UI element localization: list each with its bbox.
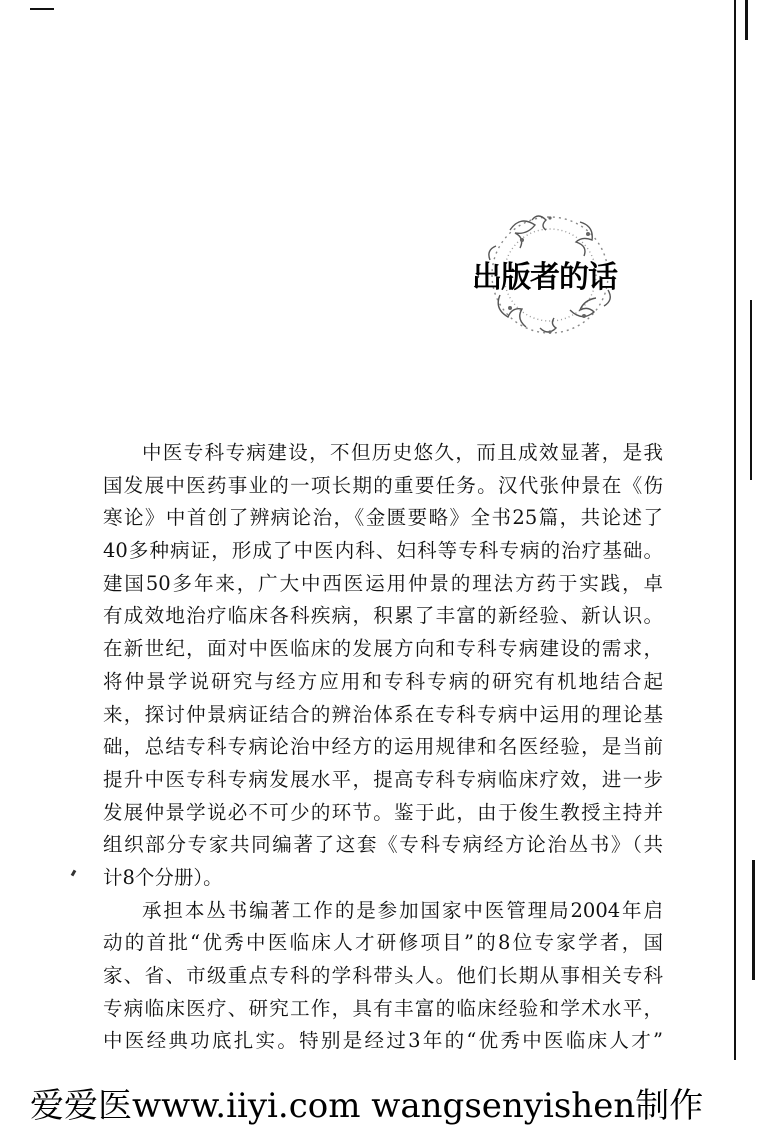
text-line: 专病临床医疗、研究工作，具有丰富的临床经验和学术水平，	[103, 996, 663, 1020]
text-line: 建国50多年来，广大中西医运用仲景的理法方药于实践，卓	[103, 571, 663, 595]
page-edge-mark	[750, 300, 752, 480]
page-edge-mark	[752, 860, 755, 980]
title-block	[470, 200, 630, 350]
body-text	[103, 437, 663, 1058]
watermark-text: 爱爱医www.iiyi.com wangsenyishen制作	[30, 1086, 704, 1126]
text-line: 在新世纪，面对中医临床的发展方向和专科专病建设的需求，	[103, 637, 663, 661]
text-line: 中医经典功底扎实。特别是经过3年的“优秀中医临床人才”	[103, 1029, 663, 1053]
text-line: 础，总结专科专病论治中经方的运用规律和名医经验，是当前	[103, 735, 663, 759]
text-line: 国发展中医药事业的一项长期的重要任务。汉代张仲景在《伤	[103, 473, 663, 497]
page-edge-mark	[745, 0, 748, 40]
text-line: 中医专科专病建设，不但历史悠久，而且成效显著，是我	[142, 441, 663, 464]
text-line: 来，探讨仲景病证结合的辨治体系在专科专病中运用的理论基	[103, 702, 663, 726]
page-edge-line	[734, 0, 736, 1060]
text-line: 发展仲景学说必不可少的环节。鉴于此，由于俊生教授主持并	[103, 800, 663, 824]
text-line: 承担本丛书编著工作的是参加国家中医管理局2004年启	[142, 898, 663, 922]
text-line: 40多种病证，形成了中医内科、妇科等专科专病的治疗基础。	[103, 539, 663, 563]
text-line: 计8个分册）。	[103, 865, 223, 889]
text-line: 组织部分专家共同编著了这套《专科专病经方论治丛书》（共	[103, 833, 663, 857]
text-line: 提升中医专科专病发展水平，提高专科专病临床疗效，进一步	[103, 767, 663, 791]
margin-mark	[71, 870, 77, 877]
text-line: 有成效地治疗临床各科疾病，积累了丰富的新经验、新认识。	[103, 604, 663, 628]
page-title: 出版者的话	[472, 260, 617, 295]
text-line: 将仲景学说研究与经方应用和专科专病的研究有机地结合起	[103, 669, 663, 693]
top-corner-mark	[30, 8, 54, 10]
text-line: 动的首批“优秀中医临床人才研修项目”的8位专家学者，国	[103, 931, 663, 955]
text-line: 家、省、市级重点专科的学科带头人。他们长期从事相关专科	[103, 964, 663, 987]
text-line: 寒论》中首创了辨病论治，《金匮要略》全书25篇，共论述了	[103, 506, 663, 530]
